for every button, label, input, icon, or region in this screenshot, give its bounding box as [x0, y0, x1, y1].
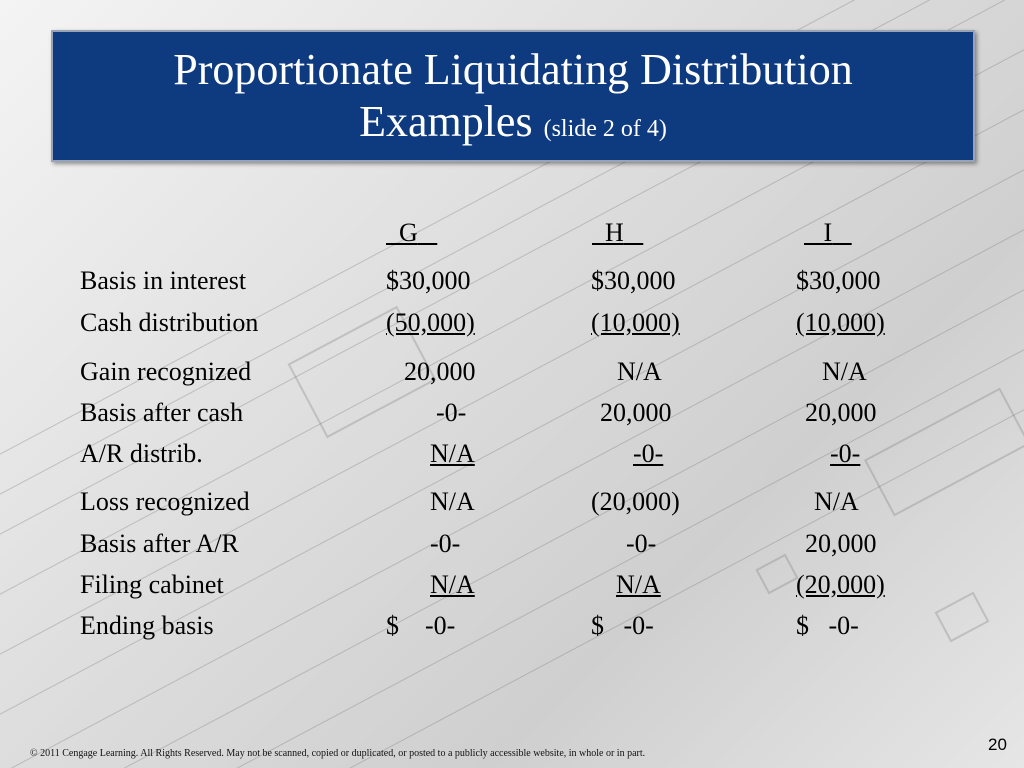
cell-h: $ -0- [591, 611, 654, 640]
row-label: Basis in interest [80, 266, 247, 295]
cell-h: $30,000 [591, 266, 676, 295]
cell-g: -0- [430, 529, 461, 558]
cell-g: N/A [430, 487, 475, 516]
cell-i: (20,000) [796, 570, 885, 599]
column-header-h-text: H [605, 218, 624, 247]
cell-h: (20,000) [591, 487, 680, 516]
cell-i: $30,000 [796, 266, 881, 295]
cell-h: 20,000 [600, 398, 672, 427]
page-number: 20 [988, 735, 1007, 754]
cell-i: 20,000 [805, 529, 877, 558]
cell-g: (50,000) [386, 308, 475, 337]
cell-h: -0- [633, 439, 664, 468]
cell-i: $ -0- [796, 611, 859, 640]
row-label: A/R distrib. [80, 439, 203, 468]
row-label: Filing cabinet [80, 570, 224, 599]
cell-h: N/A [616, 570, 661, 599]
column-header-h [592, 218, 643, 248]
column-header-i-text: I [823, 218, 833, 247]
cell-i: (10,000) [796, 308, 885, 337]
cell-g: -0- [436, 398, 467, 427]
slide-subtitle: (slide 2 of 4) [543, 116, 667, 142]
column-header-i [804, 218, 852, 248]
cell-h: N/A [617, 357, 662, 386]
cell-i: -0- [830, 439, 861, 468]
slide-title-examples: Examples [359, 97, 533, 146]
row-label: Loss recognized [80, 487, 250, 516]
copyright-footer: © 2011 Cengage Learning. All Rights Reserved. May not be scanned, copied or duplicated, or posted to a publicly accessible website, in whole or in part. [30, 748, 646, 759]
slide-title: Proportionate Liquidating Distribution [173, 45, 853, 94]
row-label: Cash distribution [80, 308, 259, 337]
cell-h: (10,000) [591, 308, 680, 337]
cell-g: N/A [430, 439, 475, 468]
column-header-g [386, 218, 437, 248]
cell-g: $ -0- [386, 611, 456, 640]
row-label: Basis after cash [80, 398, 244, 427]
cell-h: -0- [626, 529, 657, 558]
row-label: Gain recognized [80, 357, 252, 386]
cell-g: N/A [430, 570, 475, 599]
cell-i: N/A [822, 357, 867, 386]
row-label: Basis after A/R [80, 529, 239, 558]
cell-i: 20,000 [805, 398, 877, 427]
cell-i: N/A [814, 487, 859, 516]
cell-g: 20,000 [404, 357, 476, 386]
cell-g: $30,000 [386, 266, 471, 295]
row-label: Ending basis [80, 611, 214, 640]
column-header-g-text: G [399, 218, 418, 247]
